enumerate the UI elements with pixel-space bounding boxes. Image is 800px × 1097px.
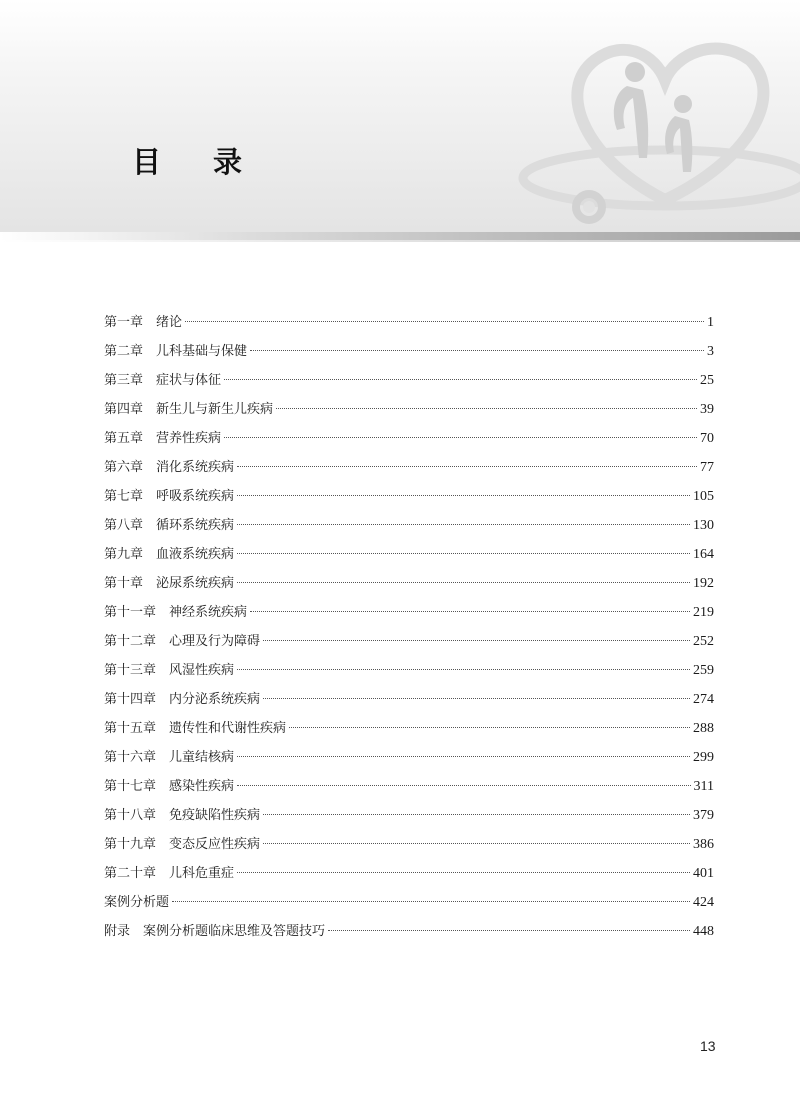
toc-chapter-number: 第十四章 [104, 692, 157, 707]
toc-chapter-number: 第八章 [104, 518, 144, 533]
toc-dot-leader [237, 553, 690, 554]
toc-page-number: 288 [693, 721, 714, 736]
header-band [0, 0, 800, 232]
toc-page-number: 77 [700, 460, 714, 475]
toc-page-number: 3 [707, 344, 714, 359]
toc-chapter-number: 第十九章 [104, 837, 157, 852]
toc-entry[interactable] [104, 830, 714, 859]
toc-dot-leader [185, 321, 704, 322]
toc-dot-leader [224, 379, 697, 380]
toc-chapter-title: 内分泌系统疾病 [169, 692, 261, 707]
toc-dot-leader [289, 727, 690, 728]
toc-chapter-number: 第十二章 [104, 634, 157, 649]
toc-chapter-title: 神经系统疾病 [169, 605, 248, 620]
toc-entry[interactable] [104, 743, 714, 772]
toc-chapter-number: 第九章 [104, 547, 144, 562]
toc-chapter-number: 第二章 [104, 344, 144, 359]
toc-page-number: 259 [693, 663, 714, 678]
toc-chapter-number: 第二十章 [104, 866, 157, 881]
toc-chapter-title: 血液系统疾病 [156, 547, 235, 562]
toc-dot-leader [172, 901, 690, 902]
toc-chapter-number: 第三章 [104, 373, 144, 388]
toc-page-number: 192 [693, 576, 714, 591]
toc-dot-leader [328, 930, 690, 931]
toc-dot-leader [224, 437, 697, 438]
toc-entry[interactable] [104, 685, 714, 714]
toc-chapter-title: 案例分析题临床思维及答题技巧 [143, 924, 326, 939]
toc-page-number: 164 [693, 547, 714, 562]
toc-page-number: 274 [693, 692, 714, 707]
toc-entry[interactable] [104, 888, 714, 917]
toc-dot-leader [237, 495, 690, 496]
toc-chapter-number: 第一章 [104, 315, 144, 330]
toc-entry[interactable] [104, 917, 714, 946]
toc-dot-leader [237, 872, 690, 873]
toc-dot-leader [237, 785, 690, 786]
toc-chapter-number: 第十章 [104, 576, 144, 591]
toc-page-number: 448 [693, 924, 714, 939]
toc-dot-leader [263, 640, 690, 641]
toc-chapter-title: 症状与体征 [156, 373, 222, 388]
header-divider-thin [0, 240, 800, 242]
toc-chapter-number: 第十六章 [104, 750, 157, 765]
toc-chapter-title: 儿科基础与保健 [156, 344, 248, 359]
toc-entry[interactable] [104, 772, 714, 801]
toc-page-number: 70 [700, 431, 714, 446]
toc-page-number: 39 [700, 402, 714, 417]
toc-entry[interactable] [104, 801, 714, 830]
toc-chapter-title: 新生儿与新生儿疾病 [156, 402, 274, 417]
page-number: 13 [700, 1038, 716, 1054]
toc-dot-leader [237, 582, 690, 583]
toc-page-number: 252 [693, 634, 714, 649]
toc-chapter-number: 附录 [104, 924, 131, 939]
toc-chapter-number: 第十七章 [104, 779, 157, 794]
toc-chapter-number: 第五章 [104, 431, 144, 446]
toc-chapter-title: 遗传性和代谢性疾病 [169, 721, 287, 736]
toc-entry[interactable] [104, 337, 714, 366]
toc-entry[interactable] [104, 366, 714, 395]
toc-entry[interactable] [104, 714, 714, 743]
header-divider [0, 232, 800, 240]
toc-dot-leader [237, 669, 690, 670]
toc-chapter-number: 第四章 [104, 402, 144, 417]
toc-entry[interactable] [104, 482, 714, 511]
toc-entry[interactable] [104, 656, 714, 685]
toc-chapter-title: 呼吸系统疾病 [156, 489, 235, 504]
toc-page-number: 379 [693, 808, 714, 823]
toc-dot-leader [263, 843, 690, 844]
toc-entry[interactable] [104, 395, 714, 424]
toc-page-number: 25 [700, 373, 714, 388]
toc-chapter-title: 感染性疾病 [169, 779, 235, 794]
toc-chapter-title: 消化系统疾病 [156, 460, 235, 475]
toc-entry[interactable] [104, 308, 714, 337]
toc-dot-leader [237, 524, 690, 525]
toc-page-number: 105 [693, 489, 714, 504]
toc-chapter-title: 变态反应性疾病 [169, 837, 261, 852]
toc-entry[interactable] [104, 453, 714, 482]
toc-page-number: 130 [693, 518, 714, 533]
toc-entry[interactable] [104, 424, 714, 453]
toc-chapter-number: 第十三章 [104, 663, 157, 678]
toc-page-number: 424 [693, 895, 714, 910]
toc-chapter-title: 心理及行为障碍 [169, 634, 261, 649]
toc-dot-leader [276, 408, 697, 409]
toc-chapter-number: 第七章 [104, 489, 144, 504]
toc-dot-leader [263, 814, 690, 815]
toc-page-number: 386 [693, 837, 714, 852]
toc-page-number: 219 [693, 605, 714, 620]
toc-entry[interactable] [104, 540, 714, 569]
toc-page-number: 1 [707, 315, 714, 330]
toc-chapter-title: 风湿性疾病 [169, 663, 235, 678]
toc-page-number: 311 [693, 779, 714, 794]
toc-chapter-number: 第十五章 [104, 721, 157, 736]
toc-page-number: 401 [693, 866, 714, 881]
toc-dot-leader [237, 466, 697, 467]
toc-chapter-title: 儿科危重症 [169, 866, 235, 881]
toc-entry[interactable] [104, 598, 714, 627]
toc-chapter-title: 循环系统疾病 [156, 518, 235, 533]
toc-entry[interactable] [104, 859, 714, 888]
child-care-heart-emblem-icon [515, 20, 800, 232]
toc-dot-leader [250, 611, 690, 612]
toc-chapter-title: 绪论 [156, 315, 183, 330]
toc-chapter-title: 泌尿系统疾病 [156, 576, 235, 591]
toc-chapter-number: 第六章 [104, 460, 144, 475]
toc-chapter-title: 营养性疾病 [156, 431, 222, 446]
toc-entry[interactable] [104, 627, 714, 656]
toc-entry[interactable] [104, 511, 714, 540]
toc-chapter-title: 儿童结核病 [169, 750, 235, 765]
page-title: 目录 [132, 145, 295, 179]
toc-chapter-title: 免疫缺陷性疾病 [169, 808, 261, 823]
toc-dot-leader [237, 756, 690, 757]
toc-chapter-number: 第十一章 [104, 605, 157, 620]
toc-entry[interactable] [104, 569, 714, 598]
toc-dot-leader [250, 350, 704, 351]
toc-chapter-number: 第十八章 [104, 808, 157, 823]
toc-chapter-title: 案例分析题 [104, 895, 170, 910]
toc-dot-leader [263, 698, 690, 699]
table-of-contents [104, 308, 714, 946]
toc-page-number: 299 [693, 750, 714, 765]
